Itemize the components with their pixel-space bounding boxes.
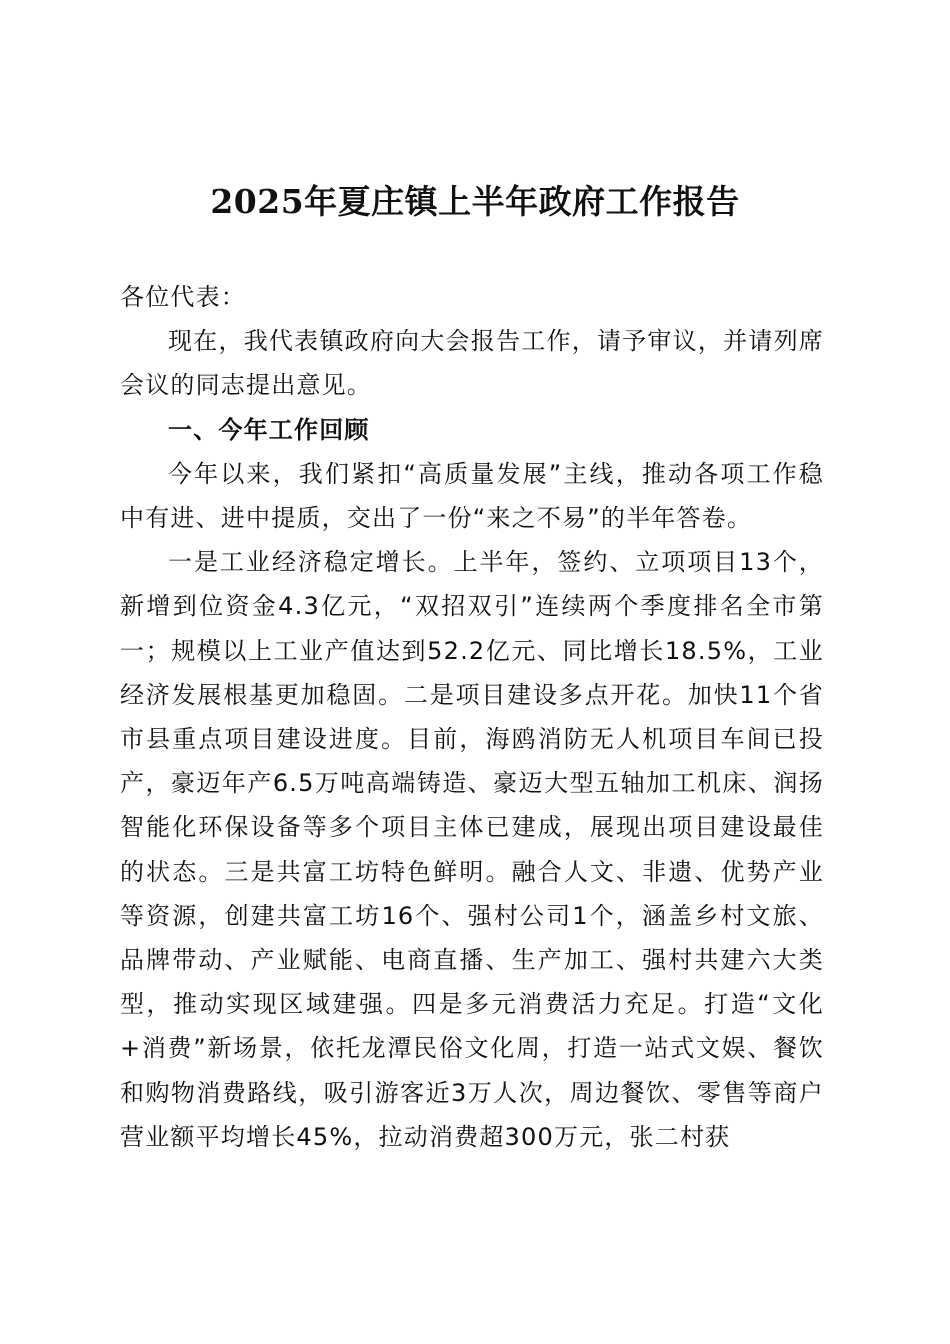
overview-paragraph: 今年以来，我们紧扣“高质量发展”主线，推动各项工作稳中有进、进中提质，交出了一份“来之不易”的半年答卷。 — [120, 459, 824, 533]
salutation: 各位代表： — [120, 283, 246, 311]
section-heading: 一、今年工作回顾 — [168, 415, 370, 444]
intro-paragraph: 现在，我代表镇政府向大会报告工作，请予审议，并请列席会议的同志提出意见。 — [120, 327, 824, 400]
document-body — [120, 275, 824, 1159]
document-title: 2025年夏庄镇上半年政府工作报告 — [210, 182, 740, 221]
main-paragraph: 一是工业经济稳定增长。上半年，签约、立项项目13个，新增到位资金4.3亿元，“双招双引”连续两个季度排名全市第一；规模以上工业产值达到52.2亿元、同比增长18.5%，工业经济发展根基更加稳固。二是项目建设多点开花。加快11个省市县重点项目建设进度。目前，海鸥消防无人机项目车间已投产，豪迈年产6.5万吨高端铸造、豪迈大型五轴加工机床、润扬智能化环保设备等多个项目主体已建成，展现出项目建设最佳的状态。三是共富工坊特色鲜明。融合人文、非遗、优势产业等资源，创建共富工坊16个、强村公司1个，涵盖乡村文旅、品牌带动、产业赋能、电商直播、生产加工、强村共建六大类型，推动实现区域建强。四是多元消费活力充足。打造“文化+消费”新场景，依托龙潭民俗文化周，打造一站式文娱、餐饮和购物消费路线，吸引游客近3万人次，周边餐饮、零售等商户营业额平均增长45%，拉动消费超300万元，张二村获 — [120, 548, 824, 1151]
